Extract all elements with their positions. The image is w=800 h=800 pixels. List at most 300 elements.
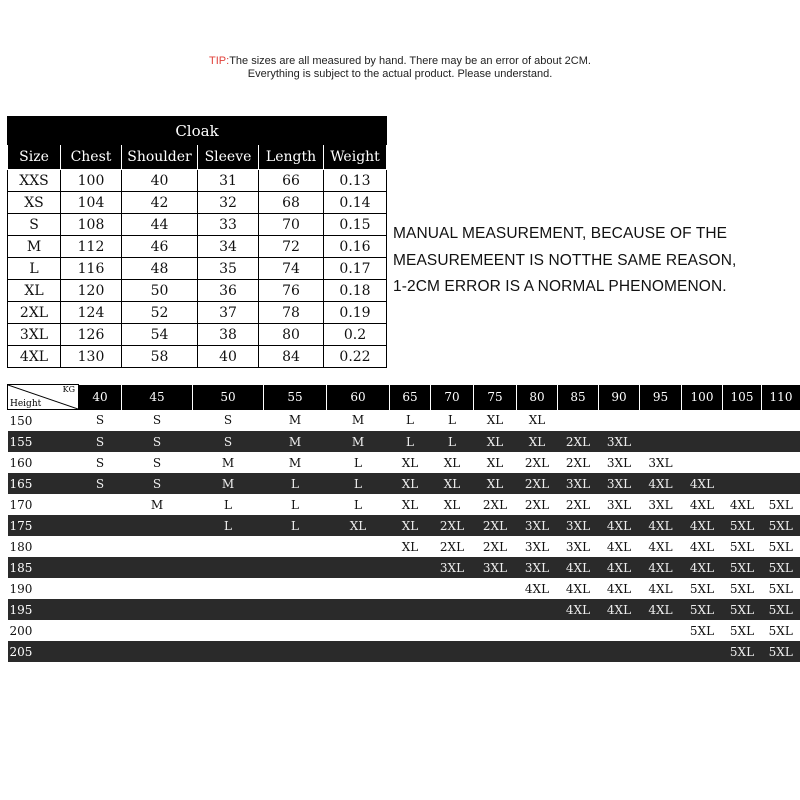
size-recommendation-cell: XL xyxy=(390,473,431,494)
size-recommendation-cell: 3XL xyxy=(431,557,474,578)
size-recommendation-cell xyxy=(193,578,264,599)
size-recommendation-cell xyxy=(79,578,122,599)
size-recommendation-cell xyxy=(327,641,390,662)
weight-header-cell: 55 xyxy=(264,385,327,410)
size-recommendation-cell: 3XL xyxy=(517,515,558,536)
size-recommendation-cell: 3XL xyxy=(599,431,640,452)
size-recommendation-cell xyxy=(558,410,599,432)
size-cell: 40 xyxy=(122,170,198,192)
hw-row xyxy=(8,578,800,599)
size-recommendation-cell: 3XL xyxy=(599,473,640,494)
size-cell: 32 xyxy=(198,192,259,214)
size-recommendation-cell: S xyxy=(79,431,122,452)
size-recommendation-cell xyxy=(474,578,517,599)
size-cell: 3XL xyxy=(8,324,61,346)
size-header-cell: Size xyxy=(8,145,61,170)
size-recommendation-cell: 5XL xyxy=(762,536,800,557)
size-cell: L xyxy=(8,258,61,280)
size-recommendation-cell xyxy=(640,620,682,641)
size-recommendation-cell xyxy=(193,641,264,662)
size-recommendation-cell: M xyxy=(193,473,264,494)
height-cell: 160 xyxy=(8,452,79,473)
size-recommendation-cell: L xyxy=(390,410,431,432)
size-recommendation-cell xyxy=(390,620,431,641)
size-recommendation-cell: M xyxy=(193,452,264,473)
size-recommendation-cell: L xyxy=(264,515,327,536)
size-cell: 120 xyxy=(61,280,122,302)
size-recommendation-cell: 5XL xyxy=(723,620,762,641)
tip-line-1 xyxy=(0,55,800,68)
size-recommendation-cell xyxy=(122,599,193,620)
size-cell: 35 xyxy=(198,258,259,280)
size-recommendation-cell xyxy=(79,599,122,620)
size-recommendation-cell: S xyxy=(79,473,122,494)
size-recommendation-cell: 4XL xyxy=(558,557,599,578)
size-recommendation-cell: M xyxy=(327,410,390,432)
size-recommendation-cell: M xyxy=(327,431,390,452)
note-line-2: MEASUREMEENT IS NOTTHE SAME REASON, xyxy=(393,251,737,269)
size-cell: 126 xyxy=(61,324,122,346)
hw-row xyxy=(8,473,800,494)
size-recommendation-cell: 4XL xyxy=(682,515,723,536)
size-recommendation-cell xyxy=(517,641,558,662)
hw-row xyxy=(8,599,800,620)
size-row xyxy=(8,170,387,192)
size-cell: 0.19 xyxy=(324,302,387,324)
size-row xyxy=(8,258,387,280)
size-recommendation-cell: 5XL xyxy=(682,620,723,641)
size-cell: 108 xyxy=(61,214,122,236)
size-recommendation-cell xyxy=(79,515,122,536)
size-recommendation-cell: 5XL xyxy=(723,578,762,599)
weight-header-cell: 75 xyxy=(474,385,517,410)
weight-header-cell: 90 xyxy=(599,385,640,410)
size-recommendation-cell xyxy=(122,557,193,578)
size-recommendation-cell: 2XL xyxy=(517,473,558,494)
size-recommendation-cell xyxy=(79,641,122,662)
size-cell: 80 xyxy=(259,324,324,346)
size-recommendation-cell: XL xyxy=(517,410,558,432)
size-recommendation-cell: XL xyxy=(327,515,390,536)
size-row xyxy=(8,346,387,368)
size-recommendation-cell: S xyxy=(122,473,193,494)
size-recommendation-cell: 4XL xyxy=(640,578,682,599)
size-recommendation-cell xyxy=(122,515,193,536)
size-recommendation-cell xyxy=(122,536,193,557)
size-recommendation-cell: 4XL xyxy=(682,557,723,578)
size-header-cell: Weight xyxy=(324,145,387,170)
size-recommendation-cell xyxy=(723,431,762,452)
height-cell: 180 xyxy=(8,536,79,557)
size-recommendation-cell: 4XL xyxy=(682,536,723,557)
size-recommendation-cell: 2XL xyxy=(558,431,599,452)
size-recommendation-cell: S xyxy=(193,431,264,452)
size-recommendation-cell: 2XL xyxy=(431,515,474,536)
size-header-cell: Chest xyxy=(61,145,122,170)
size-recommendation-cell: M xyxy=(264,410,327,432)
size-recommendation-cell: 3XL xyxy=(517,557,558,578)
size-recommendation-cell xyxy=(762,410,800,432)
size-recommendation-cell xyxy=(599,620,640,641)
size-cell: 31 xyxy=(198,170,259,192)
size-row xyxy=(8,192,387,214)
size-recommendation-cell: 4XL xyxy=(640,599,682,620)
note-line-3: 1-2CM ERROR IS A NORMAL PHENOMENON. xyxy=(393,278,727,295)
height-cell: 155 xyxy=(8,431,79,452)
size-cell: 104 xyxy=(61,192,122,214)
size-recommendation-cell xyxy=(122,641,193,662)
size-recommendation-cell: 5XL xyxy=(723,515,762,536)
size-recommendation-cell: XL xyxy=(390,515,431,536)
size-recommendation-cell: 5XL xyxy=(762,557,800,578)
size-recommendation-cell xyxy=(390,578,431,599)
size-recommendation-cell: S xyxy=(79,410,122,432)
weight-header-cell: 45 xyxy=(122,385,193,410)
corner-kg-label: KG xyxy=(62,385,75,394)
size-recommendation-cell xyxy=(122,578,193,599)
size-cell: 66 xyxy=(259,170,324,192)
size-recommendation-cell xyxy=(79,620,122,641)
size-recommendation-cell: L xyxy=(327,473,390,494)
size-recommendation-cell xyxy=(193,620,264,641)
size-recommendation-cell: S xyxy=(122,410,193,432)
tip-text-1: The sizes are all measured by hand. There may be an error of about 2CM. xyxy=(229,55,591,67)
size-recommendation-cell xyxy=(264,557,327,578)
size-recommendation-cell: S xyxy=(193,410,264,432)
size-recommendation-cell: XL xyxy=(431,452,474,473)
size-recommendation-cell xyxy=(762,431,800,452)
weight-header-cell: 85 xyxy=(558,385,599,410)
hw-corner-cell xyxy=(8,385,79,410)
size-recommendation-cell: M xyxy=(122,494,193,515)
size-recommendation-cell: L xyxy=(193,494,264,515)
size-header-cell: Length xyxy=(259,145,324,170)
size-recommendation-cell: 4XL xyxy=(599,599,640,620)
size-recommendation-cell xyxy=(390,641,431,662)
size-recommendation-cell xyxy=(79,536,122,557)
size-recommendation-cell: L xyxy=(431,410,474,432)
size-recommendation-cell xyxy=(762,452,800,473)
size-recommendation-cell: 5XL xyxy=(762,599,800,620)
size-recommendation-cell: 4XL xyxy=(640,536,682,557)
height-cell: 175 xyxy=(8,515,79,536)
size-row xyxy=(8,214,387,236)
size-recommendation-cell: 2XL xyxy=(474,536,517,557)
tip-label: TIP: xyxy=(209,55,230,67)
size-recommendation-cell: 2XL xyxy=(558,452,599,473)
tip-text-2: Everything is subject to the actual product. Please understand. xyxy=(247,68,553,80)
height-cell: 170 xyxy=(8,494,79,515)
weight-header-cell: 110 xyxy=(762,385,800,410)
size-row xyxy=(8,302,387,324)
size-cell: 2XL xyxy=(8,302,61,324)
size-recommendation-cell xyxy=(390,557,431,578)
size-row xyxy=(8,236,387,258)
hw-row xyxy=(8,557,800,578)
height-cell: 150 xyxy=(8,410,79,432)
size-recommendation-cell: S xyxy=(122,431,193,452)
size-recommendation-cell: L xyxy=(327,494,390,515)
weight-header-cell: 60 xyxy=(327,385,390,410)
weight-header-cell: 95 xyxy=(640,385,682,410)
size-recommendation-cell: L xyxy=(264,494,327,515)
size-cell: 76 xyxy=(259,280,324,302)
size-recommendation-cell: L xyxy=(193,515,264,536)
size-table-title: Cloak xyxy=(8,117,387,145)
size-recommendation-cell xyxy=(193,557,264,578)
size-recommendation-cell: L xyxy=(327,452,390,473)
size-recommendation-cell: 5XL xyxy=(682,599,723,620)
note-line-1: MANUAL MEASUREMENT, BECAUSE OF THE xyxy=(393,225,728,242)
size-recommendation-cell: 4XL xyxy=(599,557,640,578)
size-cell: 0.17 xyxy=(324,258,387,280)
size-recommendation-cell xyxy=(79,557,122,578)
size-cell: 0.13 xyxy=(324,170,387,192)
size-recommendation-cell: S xyxy=(122,452,193,473)
size-recommendation-cell: L xyxy=(431,431,474,452)
size-cell: XS xyxy=(8,192,61,214)
size-recommendation-cell: 4XL xyxy=(723,494,762,515)
size-cell: 0.16 xyxy=(324,236,387,258)
size-recommendation-cell: XL xyxy=(474,410,517,432)
size-recommendation-cell: 3XL xyxy=(640,494,682,515)
size-recommendation-cell: 2XL xyxy=(517,452,558,473)
size-recommendation-cell: 3XL xyxy=(558,473,599,494)
size-recommendation-cell xyxy=(517,599,558,620)
size-recommendation-cell: 5XL xyxy=(723,536,762,557)
size-recommendation-cell: 4XL xyxy=(517,578,558,599)
size-recommendation-cell xyxy=(474,641,517,662)
size-recommendation-cell: 5XL xyxy=(723,641,762,662)
size-recommendation-cell xyxy=(640,431,682,452)
size-recommendation-cell xyxy=(723,410,762,432)
weight-header-cell: 105 xyxy=(723,385,762,410)
size-recommendation-cell: 4XL xyxy=(682,473,723,494)
measurement-note xyxy=(393,221,773,301)
size-row xyxy=(8,280,387,302)
size-recommendation-cell xyxy=(558,641,599,662)
size-recommendation-cell: 3XL xyxy=(558,536,599,557)
size-cell: 116 xyxy=(61,258,122,280)
size-cell: S xyxy=(8,214,61,236)
size-recommendation-cell: XL xyxy=(474,431,517,452)
height-cell: 190 xyxy=(8,578,79,599)
size-recommendation-cell: 4XL xyxy=(558,578,599,599)
size-recommendation-cell xyxy=(723,452,762,473)
size-cell: XXS xyxy=(8,170,61,192)
size-recommendation-cell: M xyxy=(264,431,327,452)
size-recommendation-cell: 2XL xyxy=(474,494,517,515)
size-recommendation-cell xyxy=(327,599,390,620)
height-cell: 195 xyxy=(8,599,79,620)
weight-header-cell: 70 xyxy=(431,385,474,410)
size-recommendation-cell xyxy=(431,620,474,641)
size-cell: 78 xyxy=(259,302,324,324)
hw-row xyxy=(8,494,800,515)
size-recommendation-cell: 4XL xyxy=(640,473,682,494)
size-recommendation-cell: 3XL xyxy=(517,536,558,557)
size-recommendation-cell xyxy=(682,641,723,662)
size-cell: 72 xyxy=(259,236,324,258)
weight-header-cell: 50 xyxy=(193,385,264,410)
size-cell: 37 xyxy=(198,302,259,324)
size-recommendation-cell xyxy=(327,557,390,578)
size-recommendation-cell: 4XL xyxy=(558,599,599,620)
tip-note xyxy=(0,55,800,81)
size-recommendation-cell xyxy=(762,473,800,494)
size-recommendation-cell: XL xyxy=(474,452,517,473)
size-recommendation-cell xyxy=(640,410,682,432)
size-cell: 46 xyxy=(122,236,198,258)
size-recommendation-cell: XL xyxy=(517,431,558,452)
size-cell: 40 xyxy=(198,346,259,368)
size-recommendation-cell: 3XL xyxy=(474,557,517,578)
size-recommendation-cell xyxy=(327,536,390,557)
size-cell: 38 xyxy=(198,324,259,346)
size-table-header xyxy=(8,145,387,170)
size-recommendation-cell xyxy=(682,431,723,452)
size-recommendation-cell: 4XL xyxy=(599,515,640,536)
size-cell: 84 xyxy=(259,346,324,368)
height-cell: 205 xyxy=(8,641,79,662)
size-recommendation-cell: 4XL xyxy=(682,494,723,515)
corner-height-label: Height xyxy=(10,399,42,409)
weight-header-cell: 100 xyxy=(682,385,723,410)
size-recommendation-cell: XL xyxy=(390,452,431,473)
size-recommendation-cell xyxy=(517,620,558,641)
size-recommendation-cell xyxy=(79,494,122,515)
size-cell: 100 xyxy=(61,170,122,192)
size-cell: 0.15 xyxy=(324,214,387,236)
size-cell: 33 xyxy=(198,214,259,236)
size-recommendation-cell: M xyxy=(264,452,327,473)
size-header-cell: Shoulder xyxy=(122,145,198,170)
size-recommendation-cell xyxy=(599,410,640,432)
size-row xyxy=(8,324,387,346)
size-recommendation-cell xyxy=(264,641,327,662)
weight-header-cell: 40 xyxy=(79,385,122,410)
height-cell: 185 xyxy=(8,557,79,578)
hw-row xyxy=(8,515,800,536)
size-recommendation-cell xyxy=(474,599,517,620)
size-cell: M xyxy=(8,236,61,258)
weight-header-cell: 65 xyxy=(390,385,431,410)
size-recommendation-cell: 5XL xyxy=(762,578,800,599)
size-recommendation-cell xyxy=(682,452,723,473)
size-recommendation-cell: 3XL xyxy=(640,452,682,473)
size-recommendation-cell: XL xyxy=(390,494,431,515)
size-recommendation-cell: 3XL xyxy=(599,452,640,473)
hw-row xyxy=(8,452,800,473)
size-recommendation-cell xyxy=(431,578,474,599)
size-recommendation-cell: S xyxy=(79,452,122,473)
hw-table-header xyxy=(8,385,800,410)
size-recommendation-cell: 5XL xyxy=(762,494,800,515)
height-cell: 200 xyxy=(8,620,79,641)
height-cell: 165 xyxy=(8,473,79,494)
size-header-cell: Sleeve xyxy=(198,145,259,170)
size-cell: 36 xyxy=(198,280,259,302)
size-cell: 0.22 xyxy=(324,346,387,368)
size-recommendation-cell: 3XL xyxy=(599,494,640,515)
hw-row xyxy=(8,431,800,452)
size-cell: 48 xyxy=(122,258,198,280)
size-recommendation-cell: 2XL xyxy=(474,515,517,536)
size-recommendation-cell xyxy=(264,599,327,620)
size-recommendation-cell: XL xyxy=(431,473,474,494)
hw-row xyxy=(8,641,800,662)
size-recommendation-cell: 4XL xyxy=(640,557,682,578)
size-cell: 54 xyxy=(122,324,198,346)
size-recommendation-cell xyxy=(640,641,682,662)
size-cell: 68 xyxy=(259,192,324,214)
size-cell: 124 xyxy=(61,302,122,324)
size-recommendation-cell xyxy=(558,620,599,641)
size-recommendation-cell: L xyxy=(264,473,327,494)
hw-row xyxy=(8,536,800,557)
size-recommendation-cell xyxy=(327,578,390,599)
size-recommendation-cell: 2XL xyxy=(431,536,474,557)
size-recommendation-cell: 5XL xyxy=(682,578,723,599)
size-recommendation-cell xyxy=(264,578,327,599)
size-recommendation-cell xyxy=(327,620,390,641)
size-cell: XL xyxy=(8,280,61,302)
size-recommendation-cell xyxy=(264,536,327,557)
size-recommendation-cell: L xyxy=(390,431,431,452)
size-cell: 0.14 xyxy=(324,192,387,214)
size-recommendation-cell: 4XL xyxy=(599,578,640,599)
size-recommendation-cell: XL xyxy=(431,494,474,515)
size-recommendation-cell: 5XL xyxy=(762,641,800,662)
size-recommendation-cell: 4XL xyxy=(599,536,640,557)
size-cell: 4XL xyxy=(8,346,61,368)
size-recommendation-cell xyxy=(431,599,474,620)
size-recommendation-cell: XL xyxy=(474,473,517,494)
size-recommendation-cell xyxy=(474,620,517,641)
size-recommendation-cell: XL xyxy=(390,536,431,557)
height-weight-table xyxy=(7,384,800,662)
size-cell: 58 xyxy=(122,346,198,368)
size-cell: 50 xyxy=(122,280,198,302)
size-recommendation-cell xyxy=(682,410,723,432)
size-cell: 130 xyxy=(61,346,122,368)
size-recommendation-cell xyxy=(599,641,640,662)
size-recommendation-cell: 5XL xyxy=(723,599,762,620)
hw-row xyxy=(8,620,800,641)
size-cell: 70 xyxy=(259,214,324,236)
size-cell: 34 xyxy=(198,236,259,258)
size-recommendation-cell xyxy=(264,620,327,641)
size-recommendation-cell xyxy=(122,620,193,641)
size-recommendation-cell: 2XL xyxy=(558,494,599,515)
size-recommendation-cell: 4XL xyxy=(640,515,682,536)
hw-table-body xyxy=(8,410,800,663)
size-recommendation-cell xyxy=(431,641,474,662)
weight-header-cell: 80 xyxy=(517,385,558,410)
size-recommendation-cell xyxy=(723,473,762,494)
size-recommendation-cell: 5XL xyxy=(762,515,800,536)
size-recommendation-cell xyxy=(193,536,264,557)
size-cell: 0.18 xyxy=(324,280,387,302)
size-recommendation-cell xyxy=(193,599,264,620)
size-table-body xyxy=(8,170,387,368)
size-cell: 74 xyxy=(259,258,324,280)
size-cell: 44 xyxy=(122,214,198,236)
size-cell: 42 xyxy=(122,192,198,214)
size-cell: 112 xyxy=(61,236,122,258)
size-recommendation-cell: 3XL xyxy=(558,515,599,536)
size-cell: 52 xyxy=(122,302,198,324)
